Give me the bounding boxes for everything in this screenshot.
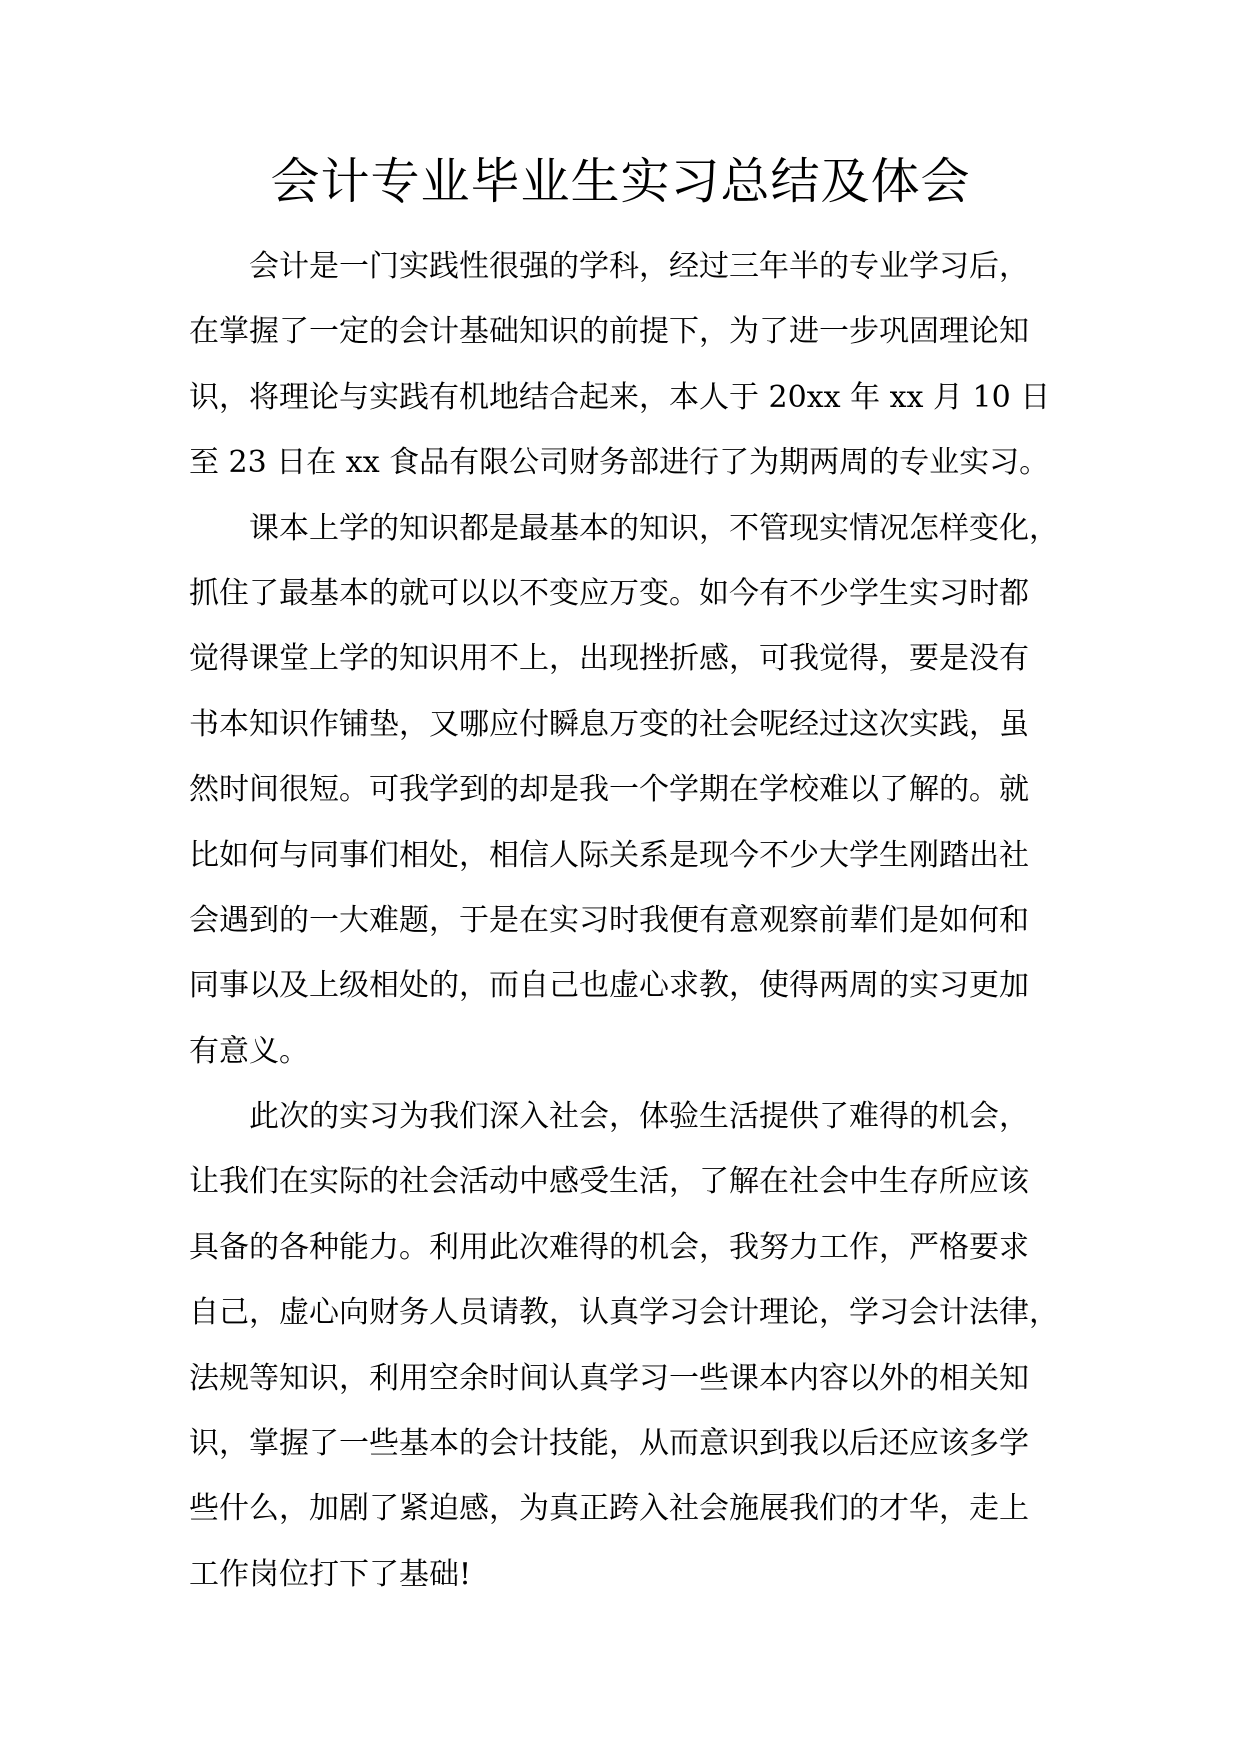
paragraph-line: 觉得课堂上学的知识用不上，出现挫折感，可我觉得，要是没有 (189, 641, 1029, 677)
paragraph-line: 此次的实习为我们深入社会，体验生活提供了难得的机会， (249, 1099, 1029, 1135)
paragraph-line: 会计是一门实践性很强的学科，经过三年半的专业学习后， (249, 249, 1029, 284)
paragraph-line: 自己，虚心向财务人员请教，认真学习会计理论，学习会计法律， (189, 1295, 1059, 1331)
paragraph-line: 然时间很短。可我学到的却是我一个学期在学校难以了解的。就 (189, 772, 1029, 808)
paragraph-line: 有意义。 (189, 1033, 309, 1069)
paragraph-line: 在掌握了一定的会计基础知识的前提下，为了进一步巩固理论知 (189, 314, 1029, 350)
paragraph-line: 书本知识作铺垫，又哪应付瞬息万变的社会呢经过这次实践，虽 (189, 706, 1029, 742)
paragraph-line: 比如何与同事们相处，相信人际关系是现今不少大学生刚踏出社 (189, 837, 1029, 873)
document-body (189, 251, 1069, 1624)
paragraph-line: 课本上学的知识都是最基本的知识，不管现实情况怎样变化， (249, 510, 1059, 546)
paragraph-line: 至 23 日在 xx 食品有限公司财务部进行了为期两周的专业实习。 (189, 445, 1050, 481)
paragraph-1 (189, 251, 1069, 513)
paragraph-line: 同事以及上级相处的，而自己也虚心求教，使得两周的实习更加 (189, 968, 1029, 1004)
paragraph-line: 具备的各种能力。利用此次难得的机会，我努力工作，严格要求 (189, 1229, 1029, 1265)
paragraph-2 (189, 510, 1069, 1102)
paragraph-line: 工作岗位打下了基础! (189, 1556, 472, 1592)
paragraph-line: 些什么，加剧了紧迫感，为真正跨入社会施展我们的才华，走上 (189, 1491, 1029, 1527)
paragraph-line: 法规等知识，利用空余时间认真学习一些课本内容以外的相关知 (189, 1360, 1029, 1396)
paragraph-line: 抓住了最基本的就可以以不变应万变。如今有不少学生实习时都 (189, 575, 1029, 611)
paragraph-line: 会遇到的一大难题，于是在实习时我便有意观察前辈们是如何和 (189, 902, 1029, 938)
paragraph-line: 识，将理论与实践有机地结合起来，本人于 20xx 年 xx 月 10 日 (189, 379, 1051, 415)
paragraph-3 (189, 1101, 1069, 1624)
paragraph-line: 让我们在实际的社会活动中感受生活，了解在社会中生存所应该 (189, 1164, 1029, 1200)
paragraph-line: 识，掌握了一些基本的会计技能，从而意识到我以后还应该多学 (189, 1426, 1029, 1462)
document-title: 会计专业毕业生实习总结及体会 (270, 153, 971, 210)
